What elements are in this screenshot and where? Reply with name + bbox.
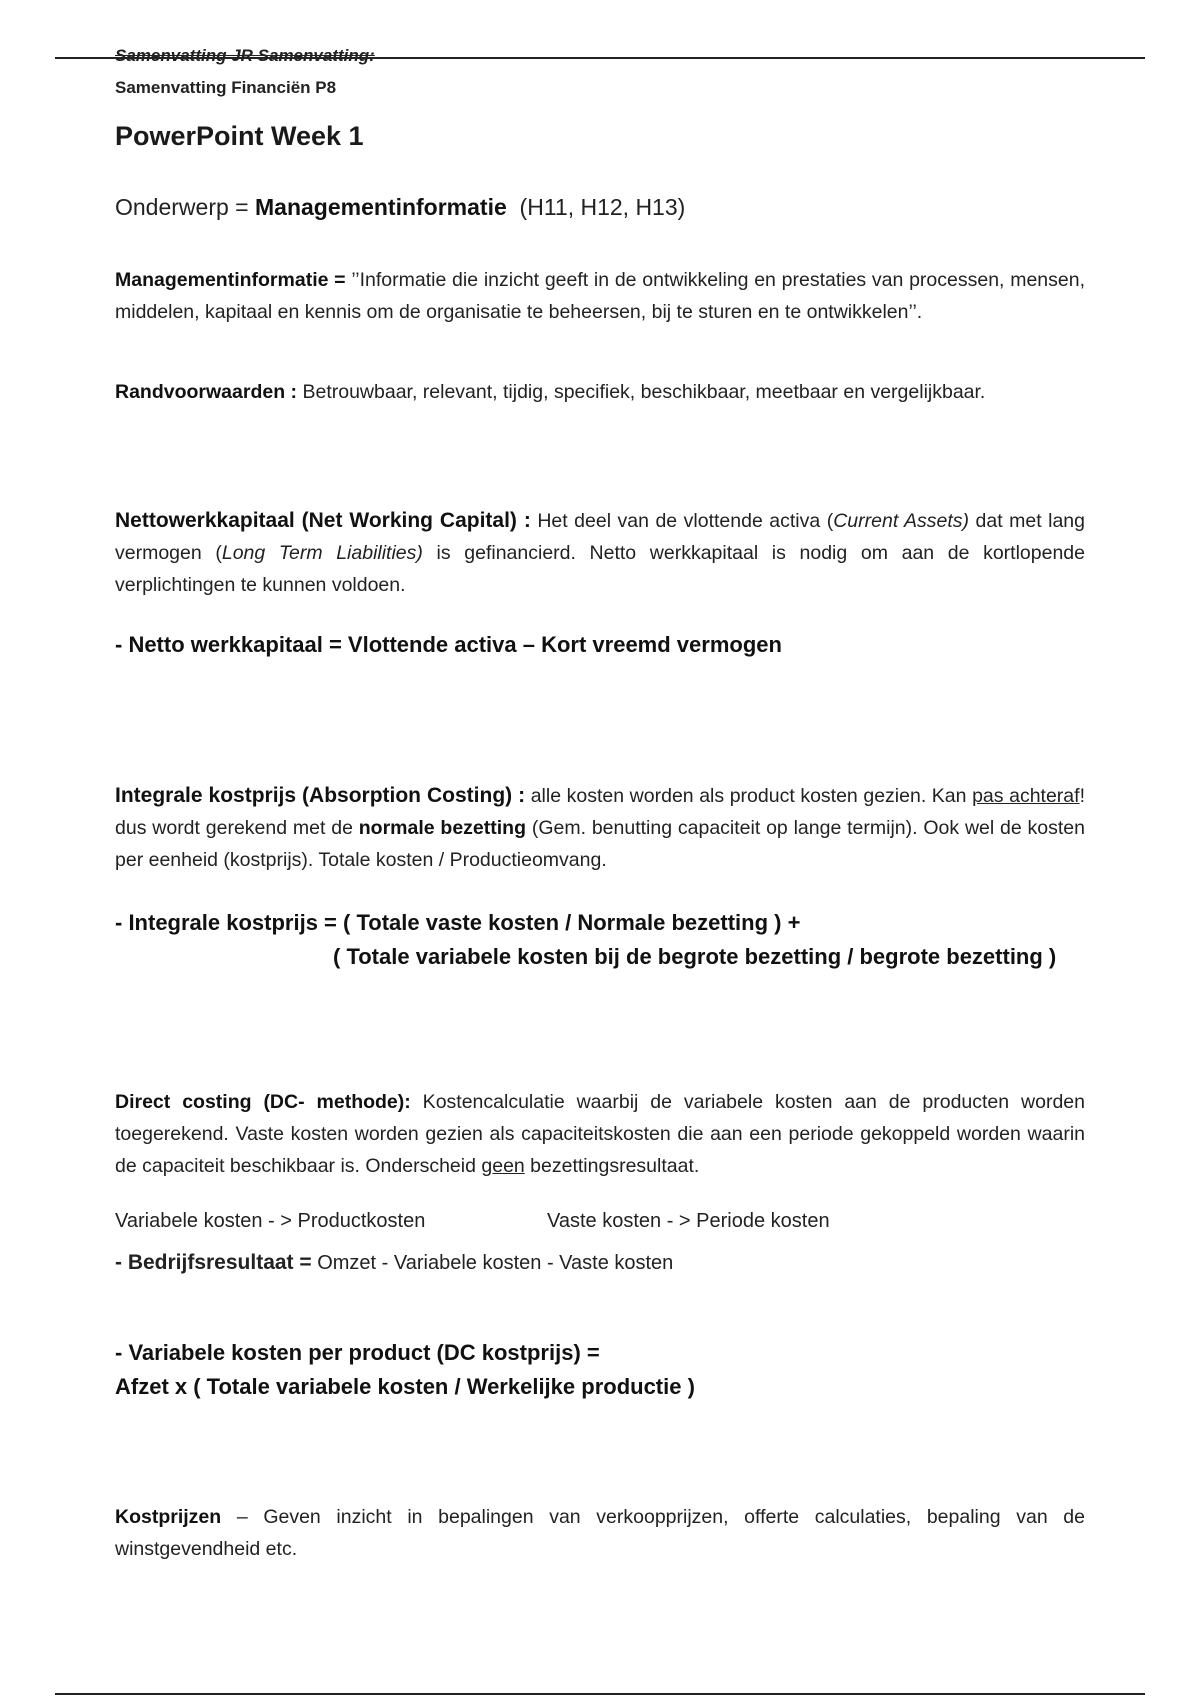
definition-text: – Geven inzicht in bepalingen van verkoopprijzen, offerte calculaties, bepaling van de winstgevendheid etc. [115, 1506, 1085, 1560]
term-managementinformatie: Managementinformatie [115, 269, 329, 291]
term-kostprijzen: Kostprijzen [115, 1506, 222, 1528]
term-nettowerkkapitaal: Nettowerkkapitaal (Net Working Capital) : [115, 509, 531, 532]
subject-prefix: Onderwerp = [115, 194, 255, 220]
term-randvoorwaarden: Randvoorwaarden [115, 381, 286, 403]
english-term: Long Term Liabilities) [221, 542, 423, 564]
formula-bedrijfsresultaat [115, 1248, 673, 1278]
definition-nettowerkkapitaal [115, 505, 1085, 601]
subject-line [115, 193, 685, 221]
definition-text: dat met lang vermogen ( [115, 510, 1085, 564]
formula-integrale-kostprijs-line1: - Integrale kostprijs = ( Totale vaste kosten / Normale bezetting ) + [115, 910, 801, 935]
definition-text: Het deel van de vlottende activa ( [530, 510, 834, 532]
definition-text: Betrouwbaar, relevant, tijdig, specifiek, beschikbaar, meetbaar en vergelijkbaar. [302, 381, 986, 403]
term-integrale-kostprijs: Integrale kostprijs (Absorption Costing) : [115, 784, 526, 807]
definition-text: is gefinancierd. Netto werkkapitaal is nodig om aan de kortlopende verplichtingen te kunnen voldoen. [115, 542, 1085, 596]
term-separator: = [328, 269, 352, 291]
definition-text: bezettingsresultaat. [524, 1155, 700, 1177]
underlined-text: geen [481, 1155, 525, 1177]
formula-integrale-kostprijs-line2: ( Totale variabele kosten bij de begrote bezetting / begrote bezetting ) [333, 944, 1057, 969]
subject-chapters: (H11, H12, H13) [519, 194, 686, 220]
definition-text: ’’Informatie die inzicht geeft in de ontwikkeling en prestaties van processen, mensen, middelen, kapitaal en kennis om de organisatie te beheersen, bij te sturen en te ontwikkelen’’. [115, 269, 1085, 323]
definition-kostprijzen [115, 1501, 1085, 1565]
page-title: PowerPoint Week 1 [115, 121, 364, 151]
bedrijfsresultaat-value: Omzet - Variabele kosten - Vaste kosten [311, 1252, 674, 1274]
bedrijfsresultaat-label: - Bedrijfsresultaat = [115, 1251, 312, 1274]
definition-direct-costing [115, 1086, 1085, 1182]
header-source: Samenvatting JR Samenvatting: [115, 46, 375, 65]
formula-variabele-kosten-line2: Afzet x ( Totale variabele kosten / Werkelijke productie ) [115, 1374, 695, 1399]
definition-text: (Gem. benutting capaciteit op lange termijn). Ook wel de kosten per eenheid (kostprijs). Totale kosten / Productieomvang. [115, 817, 1085, 871]
variabele-kosten-line: Variabele kosten - > Productkosten [115, 1210, 426, 1232]
footer-rule [55, 1693, 1145, 1695]
definition-text: alle kosten worden als product kosten gezien. Kan [525, 785, 973, 807]
definition-text: Kostencalculatie waarbij de variabele kosten aan de producten worden toegerekend. Vaste kosten worden gezien als capaciteitskosten die aan een periode gekoppeld worden waarin de capaciteit beschikbaar is. Onderscheid [115, 1091, 1085, 1177]
definition-managementinformatie [115, 264, 1085, 328]
subject-topic: Managementinformatie [255, 194, 507, 220]
english-term: Current Assets) [833, 510, 970, 532]
vaste-kosten-line: Vaste kosten - > Periode kosten [547, 1210, 830, 1232]
definition-randvoorwaarden [115, 376, 1085, 408]
header-document-title: Samenvatting Financiën P8 [115, 78, 337, 97]
bold-term: normale bezetting [358, 817, 527, 839]
definition-text: ! dus wordt gerekend met de [115, 785, 1085, 839]
definition-integrale-kostprijs [115, 780, 1085, 876]
underlined-text: pas achteraf [972, 785, 1080, 807]
formula-netto-werkkapitaal: - Netto werkkapitaal = Vlottende activa – Kort vreemd vermogen [115, 632, 782, 657]
term-direct-costing: Direct costing (DC- methode): [115, 1091, 411, 1113]
term-separator: : [285, 381, 303, 403]
formula-variabele-kosten-line1: - Variabele kosten per product (DC kostprijs) = [115, 1340, 600, 1365]
